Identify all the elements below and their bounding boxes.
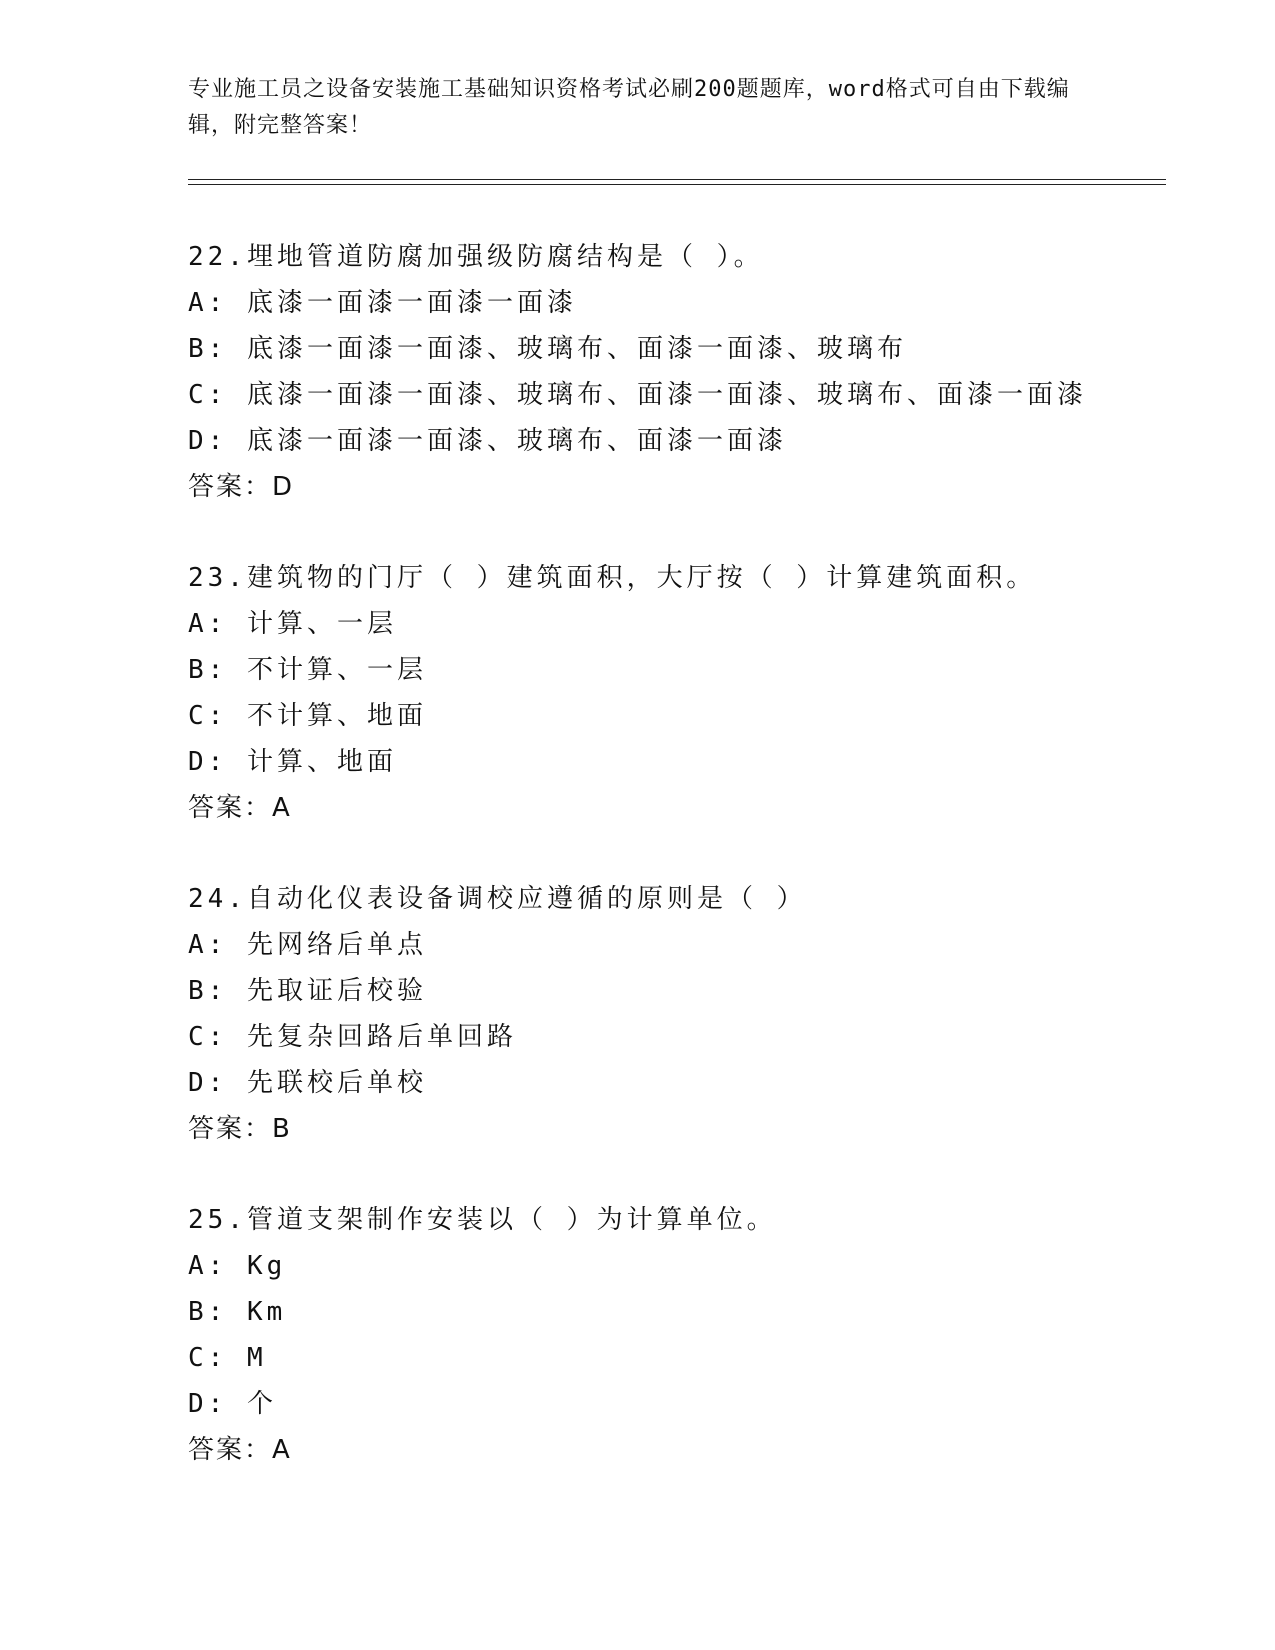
answer-label: 答案：B (188, 1114, 292, 1144)
answer-label: 答案：A (188, 793, 292, 823)
question-block-22 (188, 234, 1188, 510)
question-block-25 (188, 1197, 1188, 1473)
question-block-23 (188, 555, 1188, 831)
option-d: D: 计算、地面 (188, 747, 397, 777)
header-divider-bottom (188, 184, 1166, 185)
option-a: A: Kg (188, 1251, 287, 1281)
option-b: B: 底漆一面漆一面漆、玻璃布、面漆一面漆、玻璃布 (188, 334, 907, 364)
option-a: A: 先网络后单点 (188, 930, 427, 960)
option-c: C: 底漆一面漆一面漆、玻璃布、面漆一面漆、玻璃布、面漆一面漆 (188, 380, 1087, 410)
question-stem: 23.建筑物的门厅（ ）建筑面积，大厅按（ ）计算建筑面积。 (188, 563, 1037, 593)
question-stem: 22.埋地管道防腐加强级防腐结构是（ ）。 (188, 242, 764, 272)
option-b: B: Km (188, 1297, 287, 1327)
header-divider-top (188, 179, 1166, 180)
option-b: B: 先取证后校验 (188, 976, 427, 1006)
option-a: A: 计算、一层 (188, 609, 397, 639)
option-a: A: 底漆一面漆一面漆一面漆 (188, 288, 577, 318)
option-d: D: 个 (188, 1389, 277, 1419)
option-d: D: 底漆一面漆一面漆、玻璃布、面漆一面漆 (188, 426, 787, 456)
option-b: B: 不计算、一层 (188, 655, 427, 685)
answer-label: 答案：A (188, 1435, 292, 1465)
option-c: C: 先复杂回路后单回路 (188, 1022, 517, 1052)
option-c: C: M (188, 1343, 267, 1373)
option-c: C: 不计算、地面 (188, 701, 427, 731)
question-stem: 25.管道支架制作安装以（ ）为计算单位。 (188, 1205, 777, 1235)
option-d: D: 先联校后单校 (188, 1068, 427, 1098)
answer-label: 答案：D (188, 472, 295, 502)
document-header-title: 专业施工员之设备安装施工基础知识资格考试必刷200题题库，word格式可自由下载编辑，附完整答案！ (188, 77, 1070, 138)
question-stem: 24.自动化仪表设备调校应遵循的原则是（ ） (188, 884, 807, 914)
question-block-24 (188, 876, 1188, 1152)
